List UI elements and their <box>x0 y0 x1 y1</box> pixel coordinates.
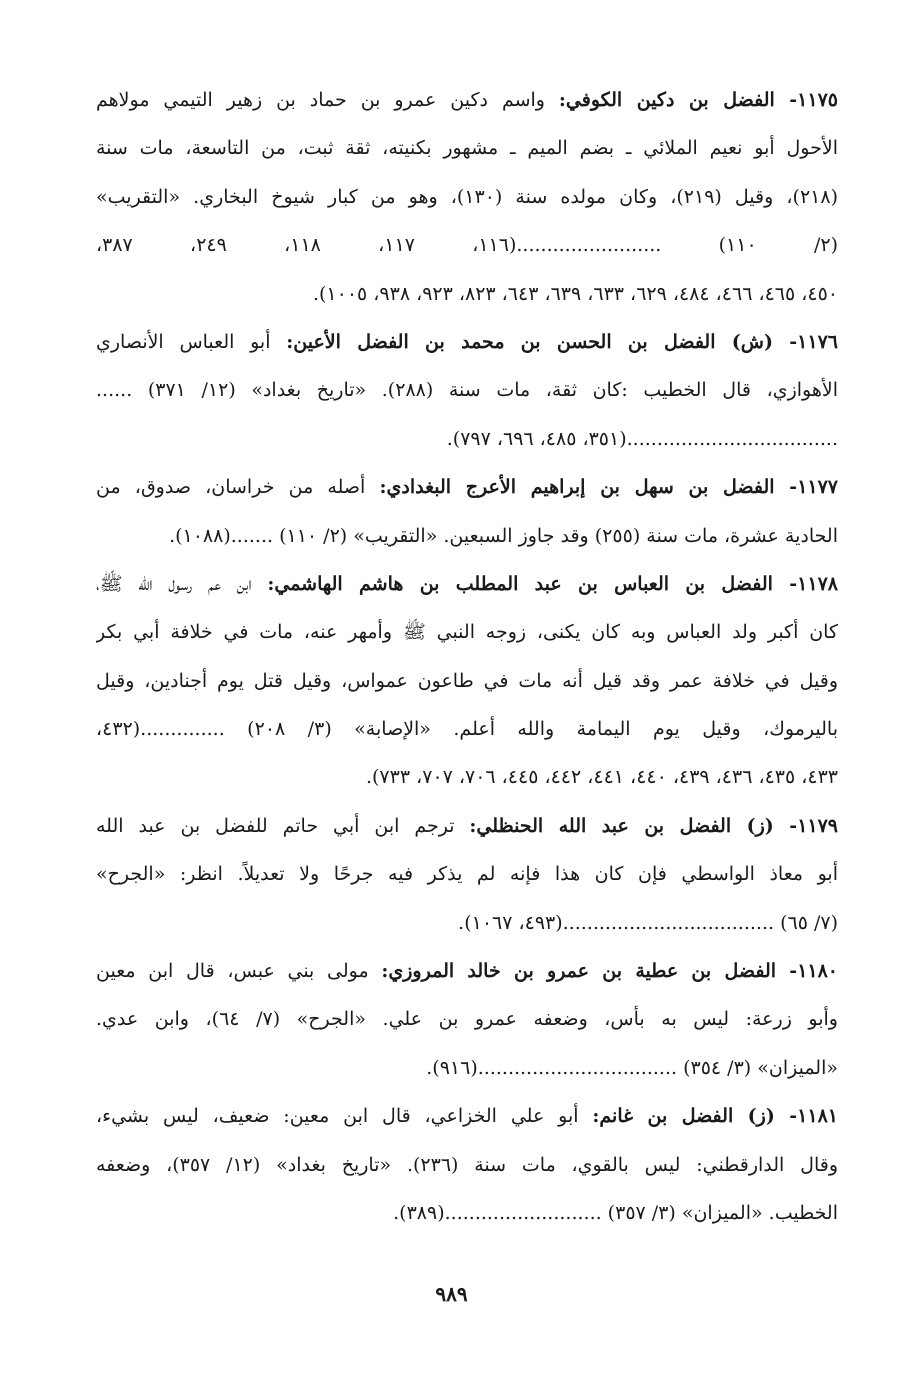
entry-text: واسم دكين عمرو بن حماد بن زهير التيمي مولاهم <box>96 89 559 111</box>
entry-line: ٤٥٠، ٤٦٥، ٤٦٦، ٤٨٤، ٦٢٩، ٦٣٣، ٦٣٩، ٦٤٣، ٨٢٣، ٩٢٣، ٩٣٨، ١٠٠٥). <box>312 282 838 305</box>
entry-text: ترجم ابن أبي حاتم للفضل بن عبد الله <box>96 814 470 837</box>
entry-line: (٧/ ٦٥) ...................................(٤٩٣، ١٠٦٧). <box>458 911 838 934</box>
entry-line <box>96 318 838 366</box>
entry-line <box>96 802 838 850</box>
document-page <box>96 76 838 1237</box>
page-number: ٩٨٩ <box>435 1282 468 1306</box>
biography-entry-1181 <box>96 1092 838 1237</box>
entry-line <box>96 947 838 995</box>
entry-heading: ١١٧٦- (ش) الفضل بن الحسن بن محمد بن الفضل الأعين: <box>286 330 838 353</box>
entry-line: باليرموك، وقيل يوم اليمامة والله أعلم. «الإصابة» (٣/ ٢٠٨) ..............(٤٣٢، <box>96 718 838 741</box>
entry-line: «الميزان» (٣/ ٣٥٤) .................................(٩١٦). <box>426 1056 838 1079</box>
entry-line: الأحول أبو نعيم الملائي ـ بضم الميم ـ مشهور بكنيته، ثقة ثبت، من التاسعة، مات سنة <box>96 137 838 160</box>
entry-text: أصله من خراسان، صدوق، من <box>96 476 380 499</box>
entry-line: ٤٣٣، ٤٣٥، ٤٣٦، ٤٣٩، ٤٤٠، ٤٤١، ٤٤٢، ٤٤٥، ٧٠٦، ٧٠٧، ٧٣٣). <box>365 766 838 789</box>
entry-line: الحادية عشرة، مات سنة (٢٥٥) وقد جاوز السبعين. «التقريب» (٢/ ١١٠) .......(١٠٨٨). <box>169 524 838 547</box>
entry-heading: ١١٧٧- الفضل بن سهل بن إبراهيم الأعرج البغدادي: <box>379 476 838 499</box>
entry-text: أبو علي الخزاعي، قال ابن معين: ضعيف، ليس بشيء، <box>96 1105 593 1128</box>
entry-line: الأهوازي، قال الخطيب :كان ثقة، مات سنة (٢٨٨). «تاريخ بغداد» (١٢/ ٣٧١) ...... <box>96 379 838 402</box>
entry-heading: ١١٨٠- الفضل بن عطية بن عمرو بن خالد المروزي: <box>381 960 838 983</box>
entry-line <box>96 560 838 608</box>
entry-heading: ١١٨١- (ز) الفضل بن غانم: <box>592 1105 838 1128</box>
biography-entry-1176 <box>96 318 838 463</box>
entry-line: وأبو زرعة: ليس به بأس، وضعفه عمرو بن علي. «الجرح» (٧/ ٦٤)، وابن عدي. <box>96 1008 838 1031</box>
entry-text: مولى بني عبس، قال ابن معين <box>96 960 382 983</box>
biography-entry-1178 <box>96 560 838 802</box>
entry-text: أبو العباس الأنصاري <box>96 330 287 353</box>
biography-entry-1179 <box>96 802 838 947</box>
entry-line: أبو معاذ الواسطي فإن كان هذا فإنه لم يذكر فيه جرحًا ولا تعديلاً. انظر: «الجرح» <box>96 863 838 886</box>
entry-heading: ١١٧٨- الفضل بن العباس بن عبد المطلب بن هاشم الهاشمي: <box>267 572 838 595</box>
entry-text: ابن عم رسول الله ﷺ، <box>96 572 268 595</box>
entry-line: (٢١٨)، وقيل (٢١٩)، وكان مولده سنة (١٣٠)، وهو من كبار شيوخ البخاري. «التقريب» <box>96 185 838 208</box>
biography-entry-1175 <box>96 76 838 318</box>
entry-line: (٢/ ١١٠) ........................(١١٦، ١١٧، ١١٨، ٢٤٩، ٣٨٧، <box>96 234 838 257</box>
entry-line <box>96 76 838 124</box>
entry-heading: ١١٧٩- (ز) الفضل بن عبد الله الحنظلي: <box>469 814 838 837</box>
entry-line: وقيل في خلافة عمر وقد قيل أنه مات في طاعون عمواس، وقيل قتل يوم أجنادين، وقيل <box>96 669 838 692</box>
entry-heading: ١١٧٥- الفضل بن دكين الكوفي: <box>558 89 838 111</box>
biography-entry-1180 <box>96 947 838 1092</box>
entry-line: وقال الدارقطني: ليس بالقوي، مات سنة (٢٣٦). «تاريخ بغداد» (١٢/ ٣٥٧)، وضعفه <box>96 1153 838 1176</box>
entry-line <box>96 1092 838 1140</box>
biography-entry-1177 <box>96 463 838 560</box>
entry-line: الخطيب. «الميزان» (٣/ ٣٥٧) ..........................(٣٨٩). <box>393 1201 838 1224</box>
entry-line: كان أكبر ولد العباس وبه كان يكنى، زوجه النبي ﷺ وأمهر عنه، مات في خلافة أبي بكر <box>96 621 838 644</box>
entry-line <box>96 463 838 511</box>
entry-line: ...................................(٣٥١، ٤٨٥، ٦٩٦، ٧٩٧). <box>446 427 838 450</box>
